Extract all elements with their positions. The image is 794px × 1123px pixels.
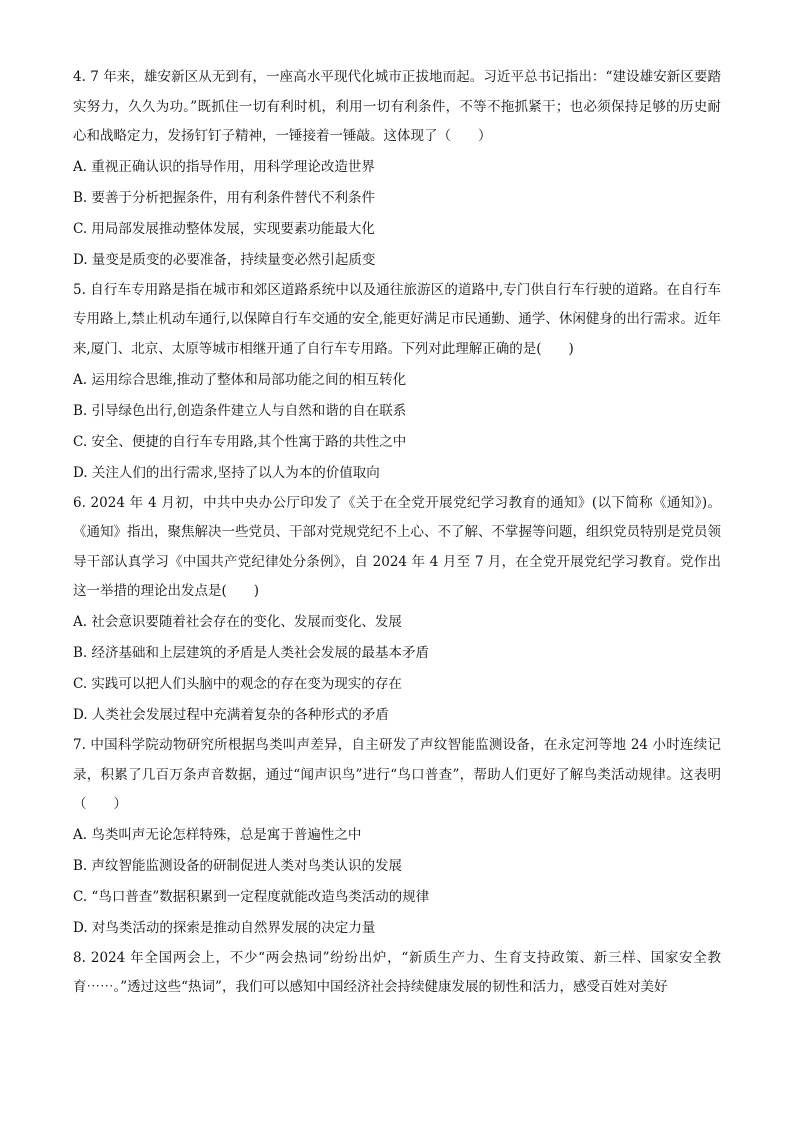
option-b: B. 引导绿色出行,创造条件建立人与自然和谐的自在联系	[73, 402, 407, 419]
option-c: C. “鸟口普查”数据积累到一定程度就能改造鸟类活动的规律	[73, 888, 430, 905]
option-c: C. 安全、便捷的自行车专用路,其个性寓于路的共性之中	[73, 433, 407, 450]
option-d: D. 人类社会发展过程中充满着复杂的各种形式的矛盾	[73, 706, 389, 723]
question-6	[73, 489, 721, 731]
option-b: B. 要善于分析把握条件，用有利条件替代不利条件	[73, 189, 376, 206]
option-a: A. 重视正确认识的指导作用，用科学理论改造世界	[73, 158, 375, 175]
option-a: A. 鸟类叫声无论怎样特殊，总是寓于普遍性之中	[73, 826, 362, 843]
question-stem: 5. 自行车专用路是指在城市和郊区道路系统中以及通往旅游区的道路中,专门供自行车行驶的道路。在自行车专用路上,禁止机动车通行,以保障自行车交通的安全,能更好满足市民通勤、通学、休闲健身的出行需求。近年来,厦门、北京、太原等城市相继开通了自行车专用路。下列对此理解正确的是( )	[73, 281, 721, 357]
option-a: A. 社会意识要随着社会存在的变化、发展而变化、发展	[73, 613, 402, 630]
question-stem: 7. 中国科学院动物研究所根据鸟类叫声差异，自主研发了声纹智能监测设备，在永定河等地 24 小时连续记录，积累了几百万条声音数据，通过“闻声识鸟”进行“鸟口普查”，帮助人们更好了解鸟类活动规律。这表明（ ）	[73, 736, 721, 813]
question-stem: 4. 7 年来，雄安新区从无到有，一座高水平现代化城市正拔地而起。习近平总书记指出：“建设雄安新区要踏实努力，久久为功。”既抓住一切有利时机，利用一切有利条件，不等不拖抓紧干；也必须保持足够的历史耐心和战略定力，发扬钉钉子精神，一锤接着一锤敲。这体现了（ ）	[73, 69, 721, 145]
option-a: A. 运用综合思维,推动了整体和局部功能之间的相互转化	[73, 371, 407, 388]
option-d: D. 量变是质变的必要准备，持续量变必然引起质变	[73, 251, 376, 268]
question-4	[73, 63, 721, 276]
question-stem: 8. 2024 年全国两会上，不少“两会热词”纷纷出炉，“新质生产力、生育支持政策、新三样、国家安全教育⋯⋯。”透过这些“热词”，我们可以感知中国经济社会持续健康发展的韧性和活力，感受百姓对美好	[73, 949, 721, 996]
option-c: C. 用局部发展推动整体发展，实现要素功能最大化	[73, 220, 375, 237]
question-5	[73, 276, 721, 489]
option-d: D. 对鸟类活动的探索是推动自然界发展的决定力量	[73, 919, 376, 936]
option-d: D. 关注人们的出行需求,坚持了以人为本的价值取向	[73, 464, 380, 481]
option-b: B. 经济基础和上层建筑的矛盾是人类社会发展的最基本矛盾	[73, 644, 430, 661]
option-c: C. 实践可以把人们头脑中的观念的存在变为现实的存在	[73, 675, 402, 692]
question-stem: 6. 2024 年 4 月初，中共中央办公厅印发了《关于在全党开展党纪学习教育的通知》(以下简称《通知》)。《通知》指出，聚焦解决一些党员、干部对党规党纪不上心、不了解、不掌握等问题，组织党员特别是党员领导干部认真学习《中国共产党纪律处分条例》，自 2024 年 4 月至 7 月，在全党开展党纪学习教育。党作出这一举措的理论出发点是( )	[73, 494, 721, 600]
question-7	[73, 731, 721, 944]
question-list	[73, 63, 721, 1003]
question-8	[73, 944, 721, 1003]
option-b: B. 声纹智能监测设备的研制促进人类对鸟类认识的发展	[73, 857, 403, 874]
